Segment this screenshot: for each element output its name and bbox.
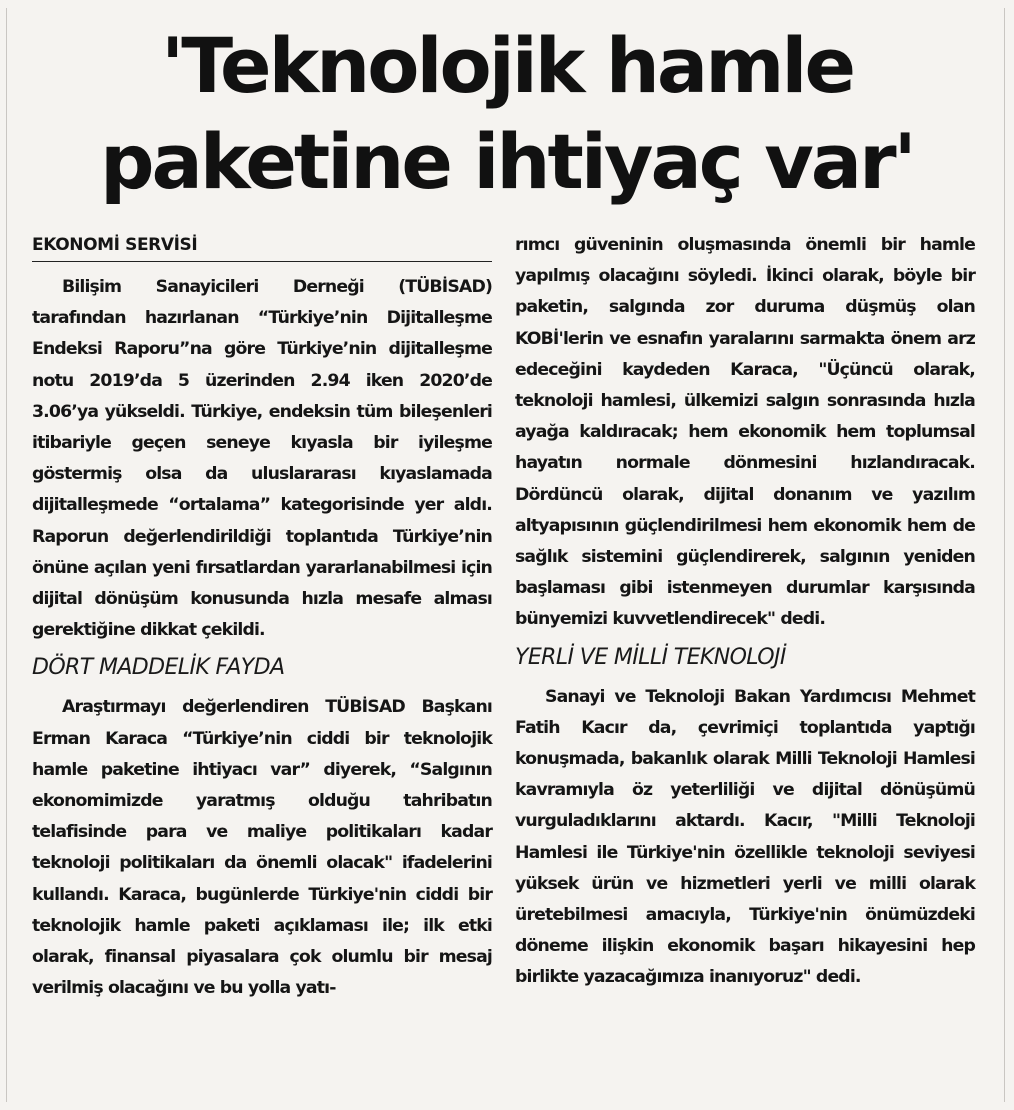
article-column-left [32, 230, 492, 1004]
news-service-label: EKONOMİ SERVİSİ [32, 230, 492, 262]
subheading-benefits: DÖRT MADDELİK FAYDA [32, 655, 285, 681]
paragraph-kacir: Sanayi ve Teknoloji Bakan Yardımcısı Mehmet Fatih Kacır da, çevrimiçi toplantıda yaptığı konuşmada, bakanlık olarak Milli Teknoloji Hamlesi kavramıyla öz yeterliliği ve dijital dönüşümü vurguladıklarını aktardı. Kacır, "Milli Teknoloji Hamlesi ile Türkiye'nin özellikle teknoloji seviyesi yüksek ürün ve hizmetleri yerli ve milli olarak üretebilmesi amacıyla, Türkiye'nin önümüzdeki döneme ilişkin ekonomik başarı hikayesini hep birlikte yazacağımıza inanıyoruz" dedi. [515, 686, 975, 988]
headline [0, 18, 1014, 210]
headline-line-2: paketine ihtiyaç var' [100, 117, 914, 206]
paragraph-karaca-continued: rımcı güveninin oluşmasında önemli bir hamle yapılmış olacağını söyledi. İkinci olarak, böyle bir paketin, salgında zor duruma düşmüş olan KOBİ'lerin ve esnafın yaralarını sarmakta önem arz edeceğini kaydeden Karaca, "Üçüncü olarak, teknoloji hamlesi, ülkemizi salgın sonrasında hızla ayağa kaldıracak; hem ekonomik hem toplumsal hayatın normale dönmesini hızlandıracak. Dördüncü olarak, dijital donanım ve yazılım altyapısının güçlendirilmesi hem ekonomik hem de sağlık sistemini güçlendirerek, salgının yeniden başlaması gibi istenmeyen durumlar karşısında bünyemizi kuvvetlendirecek" dedi. [515, 235, 975, 630]
paragraph-karaca-start: Araştırmayı değerlendiren TÜBİSAD Başkanı Erman Karaca “Türkiye’nin ciddi bir teknolojik hamle paketine ihtiyacı var” diyerek, “Salgının ekonomimizde yaratmış olduğu tahribatın telafisinde para ve maliye politikaları kadar teknoloji politikaları da önemli olacak" ifadelerini kullandı. Karaca, bugünlerde Türkiye'nin ciddi bir teknolojik hamle paketi açıklaması ile; ilk etki olarak, finansal piyasalara çok olumlu bir mesaj verilmiş olacağını ve bu yolla yatı- [32, 697, 492, 999]
article-column-right [515, 230, 975, 994]
subheading-national-technology: YERLİ VE MİLLİ TEKNOLOJİ [515, 644, 786, 670]
headline-line-1: 'Teknolojik hamle [161, 21, 853, 110]
paragraph-intro: Bilişim Sanayicileri Derneği (TÜBİSAD) tarafından hazırlanan “Türkiye’nin Dijitalleşme Endeksi Raporu”na göre Türkiye’nin dijitalleşme notu 2019’da 5 üzerinden 2.94 iken 2020’de 3.06’ya yükseldi. Türkiye, endeksin tüm bileşenleri itibariyle geçen seneye kıyasla bir iyileşme göstermiş olsa da uluslararası kıyaslamada dijitalleşmede “ortalama” kategorisinde yer aldı. Raporun değerlendirildiği toplantıda Türkiye’nin önüne açılan yeni fırsatlardan yararlanabilmesi için dijital dönüşüm konusunda hızla mesafe alması gerektiğine dikkat çekildi. [32, 277, 492, 641]
